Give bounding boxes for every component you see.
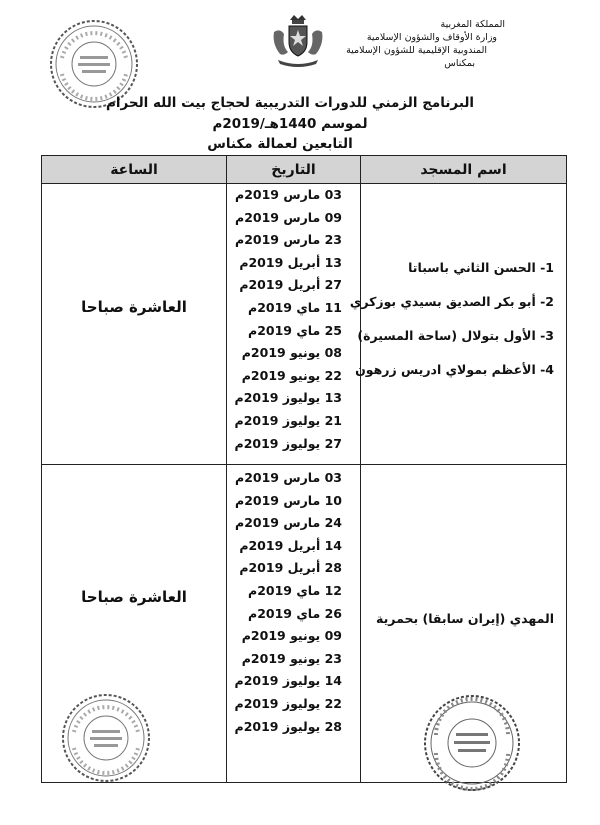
group-2-mosques xyxy=(360,602,566,636)
document-season: لموسم 1440هـ/2019م xyxy=(212,116,368,132)
date-cell: 14 أبريل 2019م xyxy=(239,537,342,553)
group-2-time: العاشرة صباحا xyxy=(81,588,187,606)
header-mosque: اسم المسجد xyxy=(361,156,566,184)
column-divider xyxy=(226,156,227,782)
date-cell: 25 ماي 2019م xyxy=(248,322,342,338)
date-cell: 14 يوليوز 2019م xyxy=(234,673,342,689)
date-cell: 21 يوليوز 2019م xyxy=(234,412,342,428)
date-cell: 08 يونيو 2019م xyxy=(241,345,342,361)
date-cell: 09 يونيو 2019م xyxy=(241,628,342,644)
group-2-dates xyxy=(228,467,358,738)
header-city: بمكناس xyxy=(444,58,475,69)
mosque-item: 2- أبو بكر الصديق بسيدي بوزكري xyxy=(349,294,554,309)
date-cell: 28 يوليوز 2019م xyxy=(234,718,342,734)
date-cell: 27 يوليوز 2019م xyxy=(234,435,342,451)
mosque-item: 3- الأول بتولال (ساحة المسيرة) xyxy=(357,328,554,343)
group-1-time: العاشرة صباحا xyxy=(81,298,187,316)
date-cell: 09 مارس 2019م xyxy=(235,209,342,225)
column-divider xyxy=(360,156,361,782)
date-cell: 23 يونيو 2019م xyxy=(241,650,342,666)
mosque-item: 1- الحسن الثاني باسباتا xyxy=(408,260,554,275)
date-cell: 10 مارس 2019م xyxy=(235,492,342,508)
header-time: الساعة xyxy=(42,156,226,184)
date-cell: 11 ماي 2019م xyxy=(248,299,342,315)
schedule-table xyxy=(41,155,567,783)
document-subtitle: التابعين لعمالة مكناس xyxy=(207,136,353,152)
header-delegation: المندوبية الإقليمية للشؤون الإسلامية xyxy=(346,45,487,56)
mosque-item: المهدي (إيران سابقا) بحمرية xyxy=(376,611,554,626)
group-1-mosques xyxy=(349,251,566,387)
document-title: البرنامج الزمني للدورات التدريبية لحجاج بيت الله الحرام xyxy=(105,95,475,111)
group-divider xyxy=(42,464,566,465)
date-cell: 03 مارس 2019م xyxy=(235,187,342,202)
group-1-dates xyxy=(228,184,358,455)
date-cell: 27 أبريل 2019م xyxy=(239,277,342,293)
date-cell: 12 ماي 2019م xyxy=(248,582,342,598)
date-cell: 23 مارس 2019م xyxy=(235,232,342,248)
date-cell: 24 مارس 2019م xyxy=(235,515,342,531)
date-cell: 28 أبريل 2019م xyxy=(239,560,342,576)
date-cell: 22 يونيو 2019م xyxy=(241,367,342,383)
header-ministry: وزارة الأوقاف والشؤون الإسلامية xyxy=(366,32,497,43)
header-kingdom: المملكة المغربية xyxy=(440,19,505,30)
date-cell: 13 أبريل 2019م xyxy=(239,254,342,270)
mosque-item: 4- الأعظم بمولاي ادريس زرهون xyxy=(355,362,554,377)
header-date: التاريخ xyxy=(227,156,360,184)
coat-of-arms-icon xyxy=(268,12,328,70)
date-cell: 22 يوليوز 2019م xyxy=(234,695,342,711)
official-stamp-bottom-right xyxy=(422,693,522,793)
official-stamp-bottom-left xyxy=(60,692,152,784)
date-cell: 13 يوليوز 2019م xyxy=(234,390,342,406)
date-cell: 03 مارس 2019م xyxy=(235,470,342,485)
date-cell: 26 ماي 2019م xyxy=(248,605,342,621)
